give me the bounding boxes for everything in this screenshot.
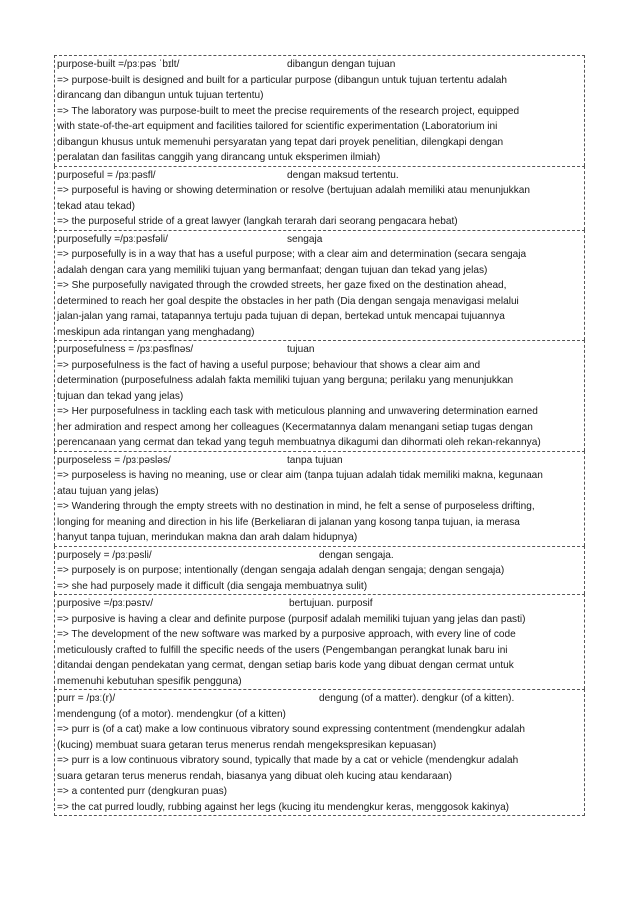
entry-line: => The development of the new software was marked by a purposive approach, with every line of code [57,629,516,640]
headword: purpose-built =/pɜːpəs ˈbɪlt/ [57,59,180,70]
entry-line: => the cat purred loudly, rubbing against her legs (kucing itu mendengkur keras, menggosok kakinya) [57,801,510,813]
entry-line: => The laboratory was purpose-built to meet the precise requirements of the research project, equipped [57,105,520,117]
headword: purposeful = /pɜːpəsfl/ [57,169,156,181]
entry-line: peralatan dan fasilitas canggih yang dirancang untuk eksperimen ilmiah) [57,152,381,163]
entry-line: => purposefulness is the fact of having a useful purpose; behaviour that shows a clear aim and [57,359,481,371]
translation: dengan maksud tertentu. [287,169,399,181]
entry-header [57,57,582,73]
entry-line: longing for meaning and direction in his life (Berkeliaran di jalanan yang kosong tanpa tujuan, ia merasa [57,516,520,528]
translation: dengung (of a matter). dengkur (of a kitten). [319,693,515,704]
dictionary-entry [54,166,585,230]
entry-header [57,168,582,184]
entry-line: atau tujuan yang jelas) [57,485,159,497]
translation: tujuan [287,344,315,355]
entry-header [57,691,582,707]
entry-line: perencanaan yang cermat dan tekad yang teguh membuatnya dikagumi dan dihormati oleh rekan-rekannya) [57,437,541,448]
translation: dibangun dengan tujuan [287,59,396,70]
translation: dengan sengaja. [319,549,394,561]
headword: purr = /pɜː(r)/ [57,693,116,704]
headword: purposely = /pɜːpəsli/ [57,549,152,561]
entry-line: her admiration and respect among her colleagues (Kecermatannya dalam menangani setiap tugas dengan [57,421,533,433]
entry-header [57,342,582,358]
entry-line: => she had purposely made it difficult (dia sengaja membuatnya sulit) [57,580,368,592]
entry-line: => purpose-built is designed and built for a particular purpose (dibangun untuk tujuan tertentu adalah [57,74,508,86]
dictionary-sheet [54,55,585,816]
entry-line: meskipun ada rintangan yang menghadang) [57,326,255,338]
entry-header [57,232,582,248]
headword: purposefulness = /pɜːpəsflnəs/ [57,344,194,355]
entry-line: => purr is (of a cat) make a low continuous vibratory sound expressing contentment (mendengkur adalah [57,724,525,735]
entry-line: adalah dengan cara yang memiliki tujuan yang bermanfaat; dengan tujuan dan tekad yang jelas) [57,264,488,276]
entry-line: => purposefully is in a way that has a useful purpose; with a clear aim and determination (secara sengaja [57,249,527,260]
entry-line: => purposely is on purpose; intentionally (dengan sengaja adalah dengan sengaja; dengan sengaja) [57,565,505,576]
translation: bertujuan. purposif [289,598,373,609]
entry-line: determined to reach her goal despite the obstacles in her path (Dia dengan sengaja menavigasi melalui [57,295,519,307]
entry-line: (kucing) membuat suara getaran terus menerus rendah mengekspresikan kepuasan) [57,739,437,751]
entry-line: tujuan dan tekad yang jelas) [57,390,184,402]
dictionary-entry [54,451,585,546]
entry-line: ditandai dengan pendekatan yang cermat, dengan setiap baris kode yang dibuat dengan cermat untuk [57,660,514,671]
entry-line: jalan-jalan yang ramai, tatapannya tertuju pada tujuan di depan, bertekad untuk mencapai tujuannya [57,311,505,322]
dictionary-entry [54,546,585,595]
entry-line: dirancang dan dibangun untuk tujuan tertentu) [57,90,264,101]
entry-line: => a contented purr (dengkuran puas) [57,786,228,797]
headword: purposeless = /pɜːpəsləs/ [57,454,171,466]
entry-line: tekad atau tekad) [57,200,135,212]
translation: tanpa tujuan [287,454,343,466]
dictionary-entry [54,689,585,816]
entry-line: => She purposefully navigated through the crowded streets, her gaze fixed on the destination ahead, [57,280,507,291]
entry-line: memenuhi kebutuhan spesifik pengguna) [57,675,242,687]
dictionary-entry [54,340,585,451]
dictionary-entry [54,594,585,689]
entry-line: suara getaran terus menerus rendah, biasanya yang dibuat oleh kucing atau kendaraan) [57,770,453,782]
entry-line: with state-of-the-art equipment and facilities tailored for scientific experimentation (Laboratorium ini [57,121,498,132]
entry-line: => Wandering through the empty streets with no destination in mind, he felt a sense of purposeless drifting, [57,501,535,512]
headword: purposefully =/pɜːpəsfəli/ [57,233,168,245]
entry-line: mendengung (of a motor). mendengkur (of a kitten) [57,708,286,720]
dictionary-entry [54,55,585,166]
entry-header [57,548,582,564]
headword: purposive =/pɜːpəsɪv/ [57,598,154,609]
entry-line: => Her purposefulness in tackling each task with meticulous planning and unwavering determination earned [57,406,538,417]
dictionary-entry [54,230,585,341]
entry-line: determination (purposefulness adalah fakta memiliki tujuan yang berguna; perilaku yang menunjukkan [57,375,514,386]
entry-line: => purposive is having a clear and definite purpose (purposif adalah memiliki tujuan yang jelas dan pasti) [57,613,526,625]
entry-line: => purposeless is having no meaning, use or clear aim (tanpa tujuan adalah tidak memiliki makna, kegunaan [57,470,543,481]
entry-header [57,453,582,469]
entry-header [57,596,582,612]
entry-line: dibangun khusus untuk memenuhi persyaratan yang tepat dari proyek penelitian, dilengkapi dengan [57,136,504,148]
entry-line: hanyut tanpa tujuan, merindukan makna dan arah dalam hidupnya) [57,532,358,543]
entry-line: meticulously crafted to fulfill the specific needs of the users (Pengembangan perangkat lunak baru ini [57,644,508,656]
translation: sengaja [287,233,323,245]
entry-line: => the purposeful stride of a great lawyer (langkah terarah dari seorang pengacara hebat) [57,216,458,227]
entry-line: => purposeful is having or showing determination or resolve (bertujuan adalah memiliki atau menunjukkan [57,185,530,196]
entry-line: => purr is a low continuous vibratory sound, typically that made by a cat or vehicle (mendengkur adalah [57,755,519,766]
